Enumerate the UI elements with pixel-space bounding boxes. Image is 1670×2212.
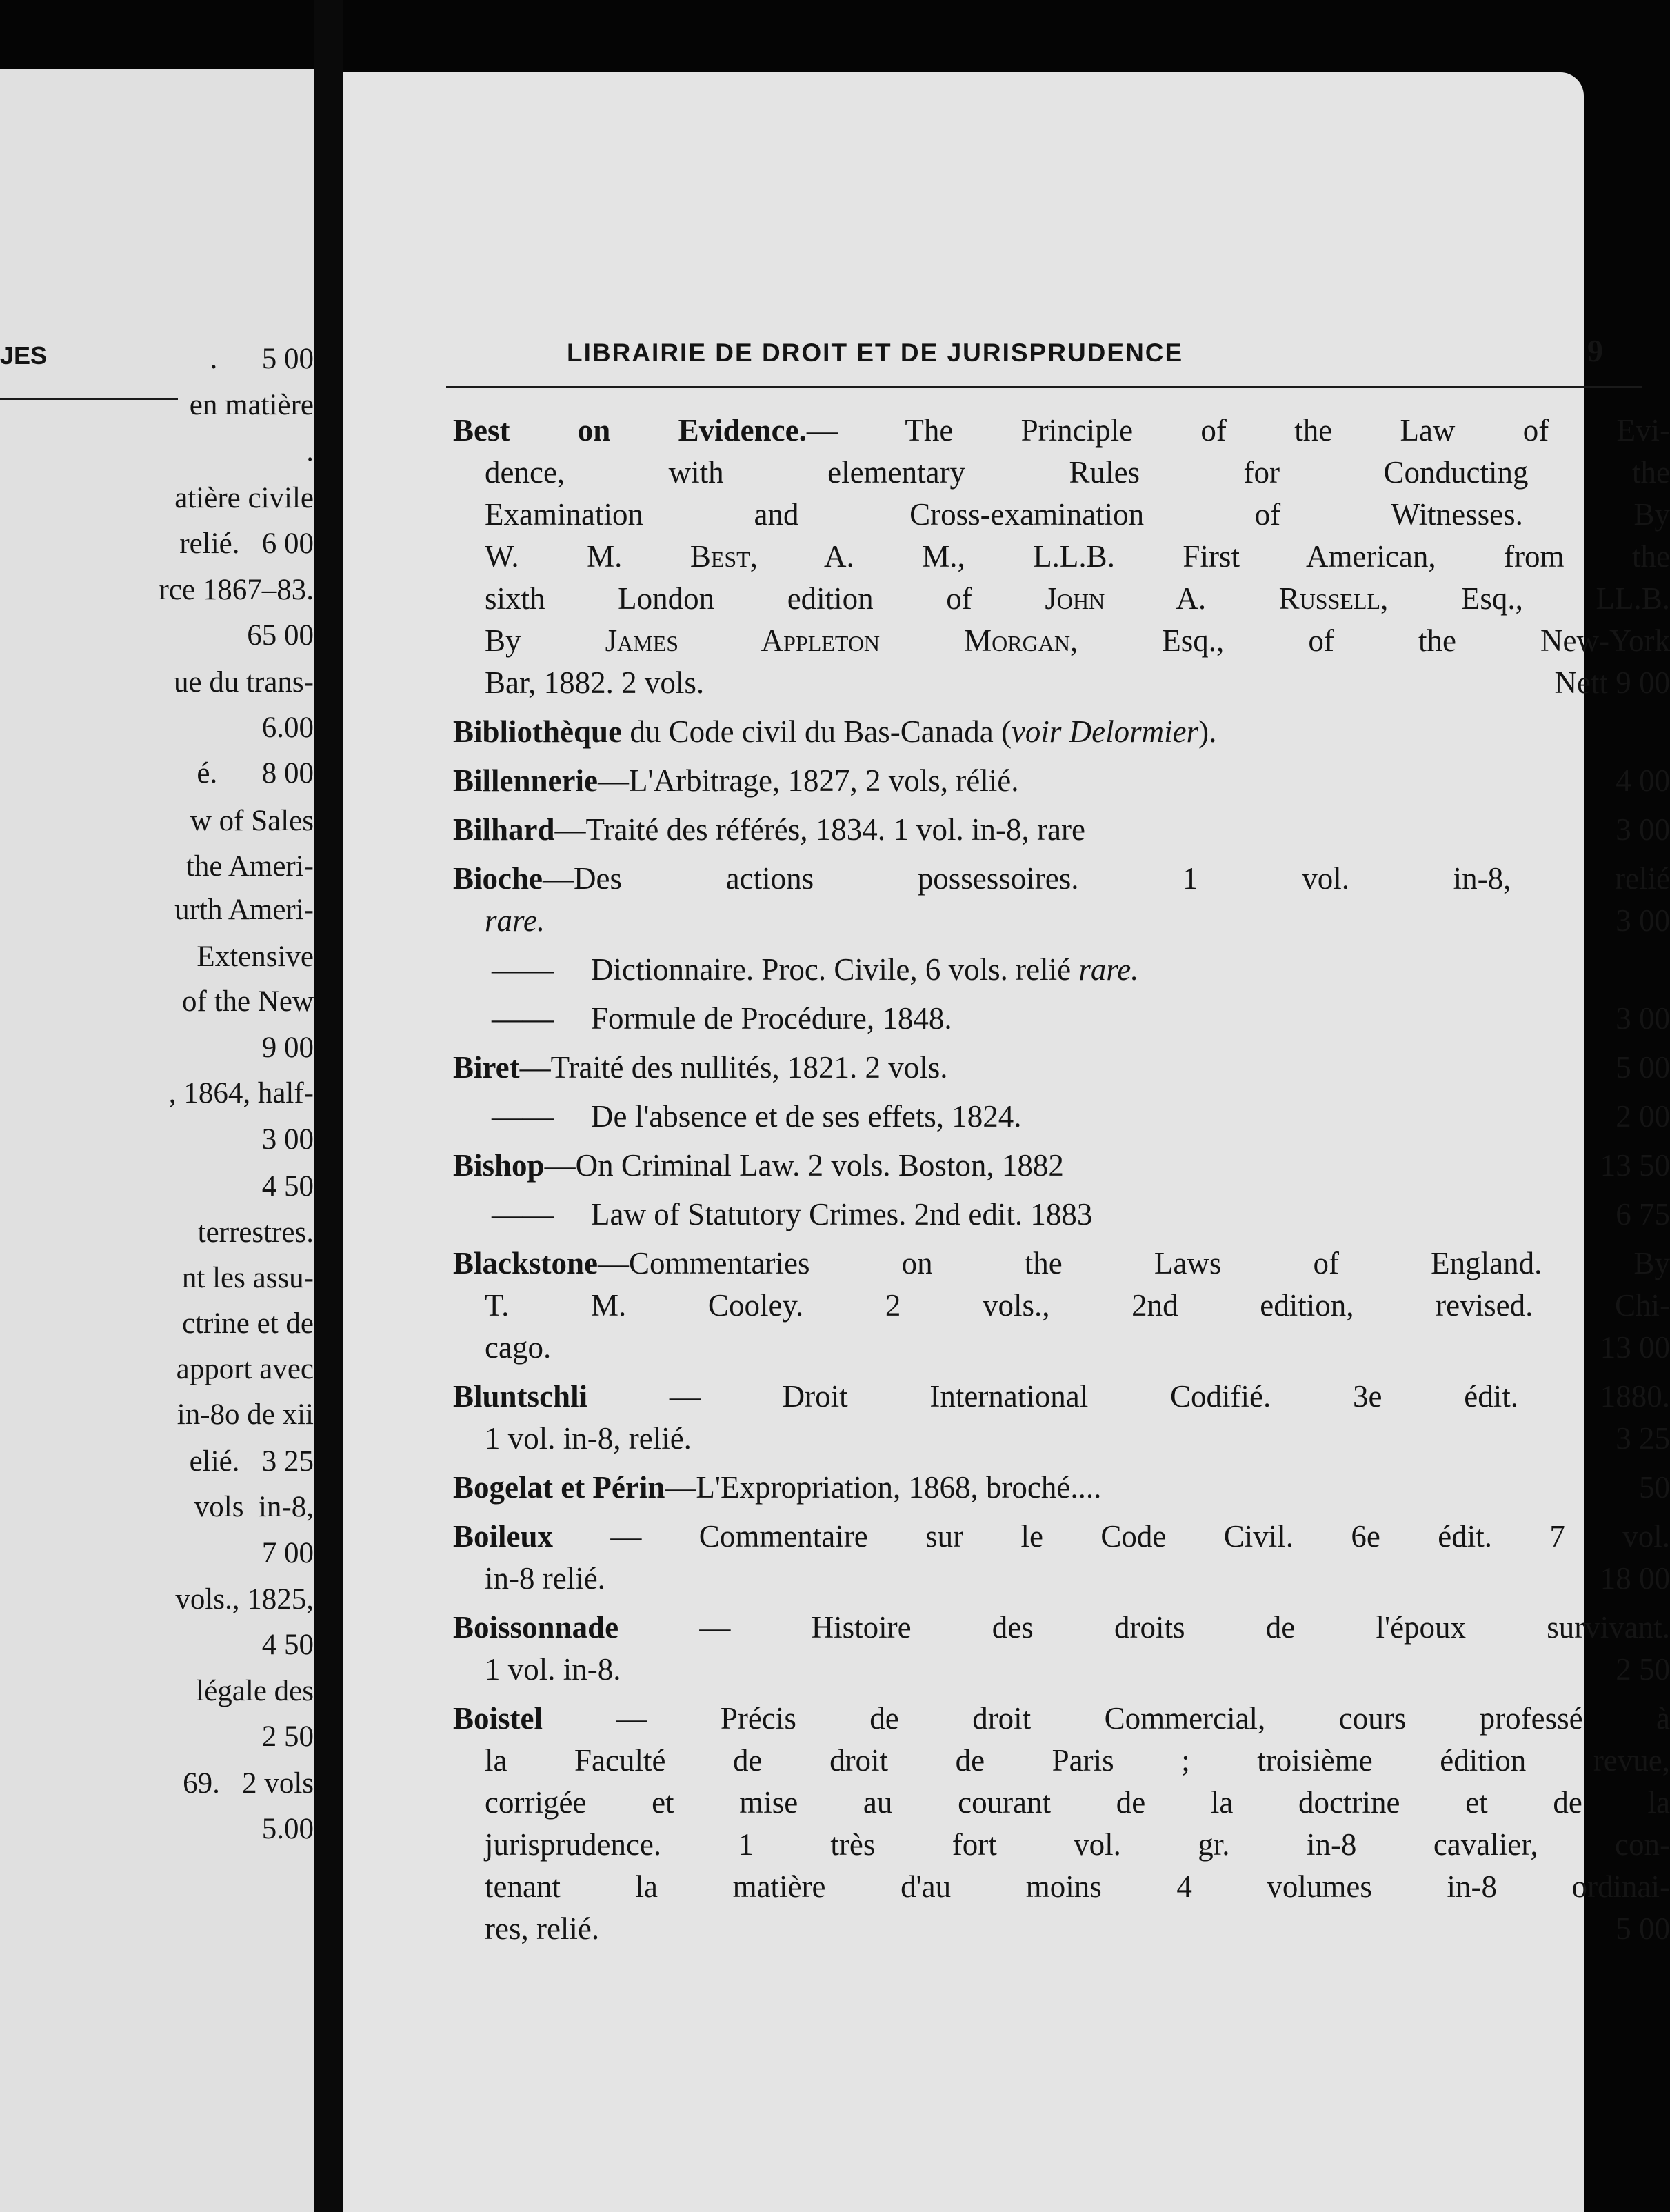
entry-bishop: Bishop—On Criminal Law. 2 vols. Boston, 1882 13 50 bbox=[453, 1148, 1670, 1183]
left-page-fragment: w of Sales bbox=[190, 805, 314, 837]
left-page-fragment: 6.00 bbox=[261, 712, 314, 744]
left-page-fragment: légale des bbox=[196, 1675, 314, 1707]
head-rule bbox=[446, 386, 1642, 388]
catalog-entries bbox=[453, 410, 1670, 1957]
left-page-fragment: 5.00 bbox=[261, 1813, 314, 1845]
left-page bbox=[0, 69, 314, 2212]
entry-best: Best on Evidence.— The Principle of the Law of Evi- dence, with elementary Rules for Conducting the Examination and Cross-examination of Witnesses. By W. M. Best, A. M., L.L.B. First American, from the sixth London edition of John A. Russell, Esq., LL.B. By James Appleton Morgan, Esq., of the New-York Bar, 1882. 2 vols. Nett 9 00 bbox=[453, 410, 1670, 704]
left-page-fragment: the Ameri- bbox=[185, 850, 314, 883]
left-page-fragment: 9 00 bbox=[261, 1032, 314, 1064]
entry-boistel: Boistel — Précis de droit Commercial, cours professé à la Faculté de droit de Paris ; troisième édition revue, corrigée et mise au courant de la doctrine et de la jurisprudence. 1 très fort vol. gr. in-8 cavalier, con- tenant la matière d'au moins 4 volumes in-8 ordinai- res, relié. 5 00 bbox=[453, 1701, 1670, 1946]
left-page-fragment: ctrine et de bbox=[181, 1307, 314, 1340]
left-page-fragment: vols., 1825, bbox=[175, 1583, 314, 1616]
entry-bogelat: Bogelat et Périn—L'Expropriation, 1868, broché.... 50 bbox=[453, 1470, 1670, 1505]
entry-blackstone: Blackstone—Commentaries on the Laws of England. By T. M. Cooley. 2 vols., 2nd edition, revised. Chi- cago. 13 00 bbox=[453, 1246, 1670, 1365]
entry-boissonnade: Boissonnade — Histoire des droits de l'époux survivant. 1 vol. in-8. 2 50 bbox=[453, 1610, 1670, 1687]
subentry-bioche-dictionnaire: —— Dictionnaire. Proc. Civile, 6 vols. relié rare. bbox=[492, 952, 1139, 987]
right-page bbox=[343, 72, 1670, 2212]
running-head-title: LIBRAIRIE DE DROIT ET DE JURISPRUDENCE bbox=[567, 339, 1184, 367]
running-head bbox=[567, 332, 1631, 369]
left-page-fragment: vols in-8, bbox=[194, 1491, 314, 1523]
headword: Best on Evidence. bbox=[453, 413, 807, 448]
subentry-biret-absence: —— De l'absence et de ses effets, 1824. 2 00 bbox=[492, 1099, 1670, 1134]
left-page-fragment: 69. 2 vols bbox=[183, 1767, 314, 1800]
left-page-fragment: 7 00 bbox=[261, 1537, 314, 1569]
left-page-fragment: Extensive bbox=[197, 941, 314, 973]
left-page-fragment: terrestres. bbox=[197, 1216, 314, 1249]
price: Nett 9 00 bbox=[1554, 665, 1670, 700]
left-page-fragment: 4 50 bbox=[261, 1170, 314, 1203]
entry-bluntschli: Bluntschli — Droit International Codifié. 3e édit. 1880. 1 vol. in-8, relié. 3 25 bbox=[453, 1379, 1670, 1456]
entry-boileux: Boileux — Commentaire sur le Code Civil. 6e édit. 7 vol. in-8 relié. 18 00 bbox=[453, 1519, 1670, 1596]
left-page-fragment: of the New bbox=[181, 985, 314, 1018]
left-page-fragment: apport avec bbox=[176, 1353, 314, 1385]
left-page-fragment: rce 1867–83. bbox=[159, 574, 314, 606]
entry-bibliotheque: Bibliothèque du Code civil du Bas-Canada (voir Delormier). bbox=[453, 714, 1217, 749]
left-page-fragment: atière civile bbox=[174, 482, 314, 514]
left-page-fragment: 3 00 bbox=[261, 1123, 314, 1156]
subentry-bioche-formule: —— Formule de Procédure, 1848. 3 00 bbox=[492, 1001, 1670, 1036]
left-page-fragment: é. 8 00 bbox=[197, 757, 314, 790]
left-page-fragment: relié. 6 00 bbox=[179, 527, 314, 560]
left-page-fragment: in-8o de xii bbox=[177, 1398, 314, 1431]
entry-billennerie: Billennerie—L'Arbitrage, 1827, 2 vols, rélié. 4 00 bbox=[453, 763, 1670, 798]
left-page-fragment: ue du trans- bbox=[174, 666, 314, 698]
book-gutter bbox=[314, 0, 343, 2212]
entry-bioche: Bioche—Des actions possessoires. 1 vol. in-8, relié rare. 3 00 bbox=[453, 861, 1670, 938]
left-page-fragment: 2 50 bbox=[261, 1720, 314, 1753]
left-page-fragment: . 5 00 bbox=[210, 343, 314, 375]
left-page-fragment: 4 50 bbox=[261, 1629, 314, 1661]
left-page-fragment: . bbox=[306, 435, 314, 467]
entry-biret: Biret—Traité des nullités, 1821. 2 vols. 5 00 bbox=[453, 1050, 1670, 1085]
left-page-fragment: , 1864, half- bbox=[168, 1077, 314, 1109]
entry-bilhard: Bilhard—Traité des référés, 1834. 1 vol. in-8, rare 3 00 bbox=[453, 812, 1670, 847]
left-page-fragment: elié. 3 25 bbox=[189, 1445, 314, 1478]
left-page-fragment: en matière bbox=[189, 389, 314, 421]
left-page-fragment: nt les assu- bbox=[181, 1262, 314, 1294]
left-page-fragment: urth Ameri- bbox=[174, 894, 314, 926]
subentry-bishop-statutory: —— Law of Statutory Crimes. 2nd edit. 1883 6 75 bbox=[492, 1197, 1670, 1231]
left-running-head: JES bbox=[0, 341, 48, 370]
page-number: 9 bbox=[1587, 333, 1603, 368]
left-page-fragment: 65 00 bbox=[247, 619, 314, 652]
